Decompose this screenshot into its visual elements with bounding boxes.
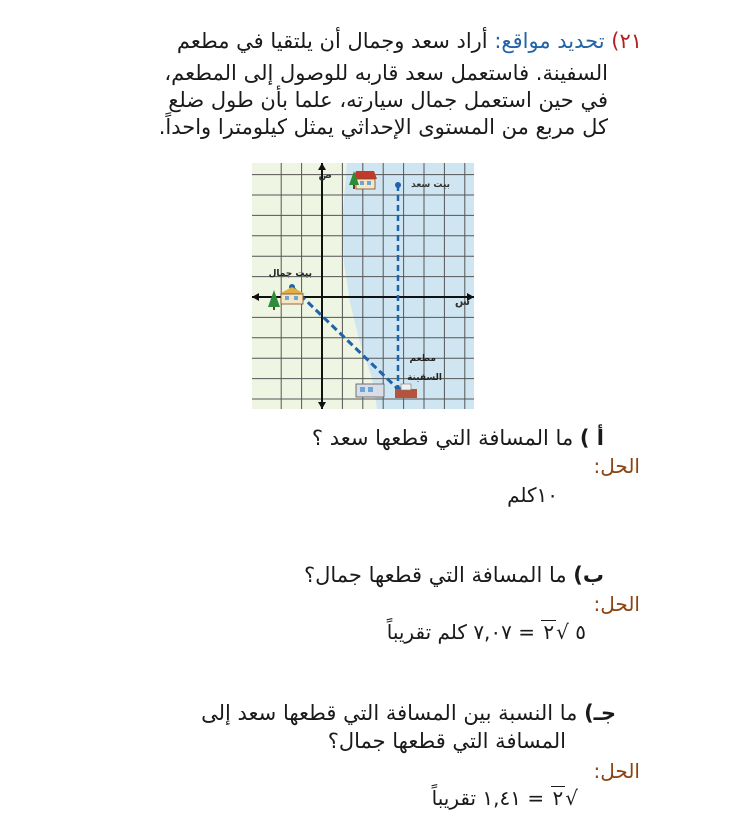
answer-b-coefficient: ٥ [575,620,586,644]
coordinate-plane-svg [252,163,474,409]
question-c-text-line-1: ما النسبة بين المسافة التي قطعها سعد إلى [201,701,578,725]
answer-b-rest: = ٧,٠٧ كلم تقريباً [386,620,536,644]
question-b-answer [387,618,586,646]
problem-text-line-1: أراد سعد وجمال أن يلتقيا في مطعم [176,29,488,53]
question-c-letter: جـ) [584,701,616,725]
answer-c-radicand: ٢ [552,786,564,810]
restaurant-label-line-2: السفينة [407,373,442,383]
jamal-house-label: بيت جمال [268,269,312,279]
question-c-line-2: المسافة التي قطعها جمال؟ [327,729,566,753]
coordinate-plane-figure [252,163,474,409]
saad-house-label: بيت سعد [411,180,450,190]
problem-line-4: كل مربع من المستوى الإحداثي يمثل كيلومترا واحداً. [158,115,608,139]
question-b-text: ما المسافة التي قطعها جمال؟ [303,563,567,587]
question-b-solution-label: الحل: [593,592,640,616]
problem-line-3: في حين استعمل جمال سيارته، علما بأن طول ضلع [168,88,608,112]
sqrt-icon: √ [565,786,578,810]
restaurant-label-line-1: مطعم [409,354,436,364]
question-c-solution-label: الحل: [593,759,640,783]
saad-point [395,182,401,188]
question-a-answer: ١٠كلم [507,483,558,507]
sqrt-icon: √ [556,620,569,644]
problem-line-1 [177,27,642,55]
question-a [312,424,604,452]
question-b [304,561,604,589]
problem-topic: تحديد مواقع: [494,29,605,53]
answer-c-rest: = ١,٤١ تقريباً [431,786,545,810]
y-axis-label: ص [318,170,332,181]
x-axis-label: س [454,295,470,308]
question-b-letter: ب) [573,563,604,587]
question-a-text: ما المسافة التي قطعها سعد ؟ [311,426,574,450]
answer-b-radicand: ٢ [543,620,555,644]
question-c [201,699,616,727]
problem-line-2: السفينة. فاستعمل سعد قاربه للوصول إلى المطعم، [164,61,608,85]
question-c-answer [432,784,578,812]
question-a-solution-label: الحل: [593,454,640,478]
question-a-letter: أ ) [579,426,604,450]
problem-number: ٢١) [611,29,642,53]
